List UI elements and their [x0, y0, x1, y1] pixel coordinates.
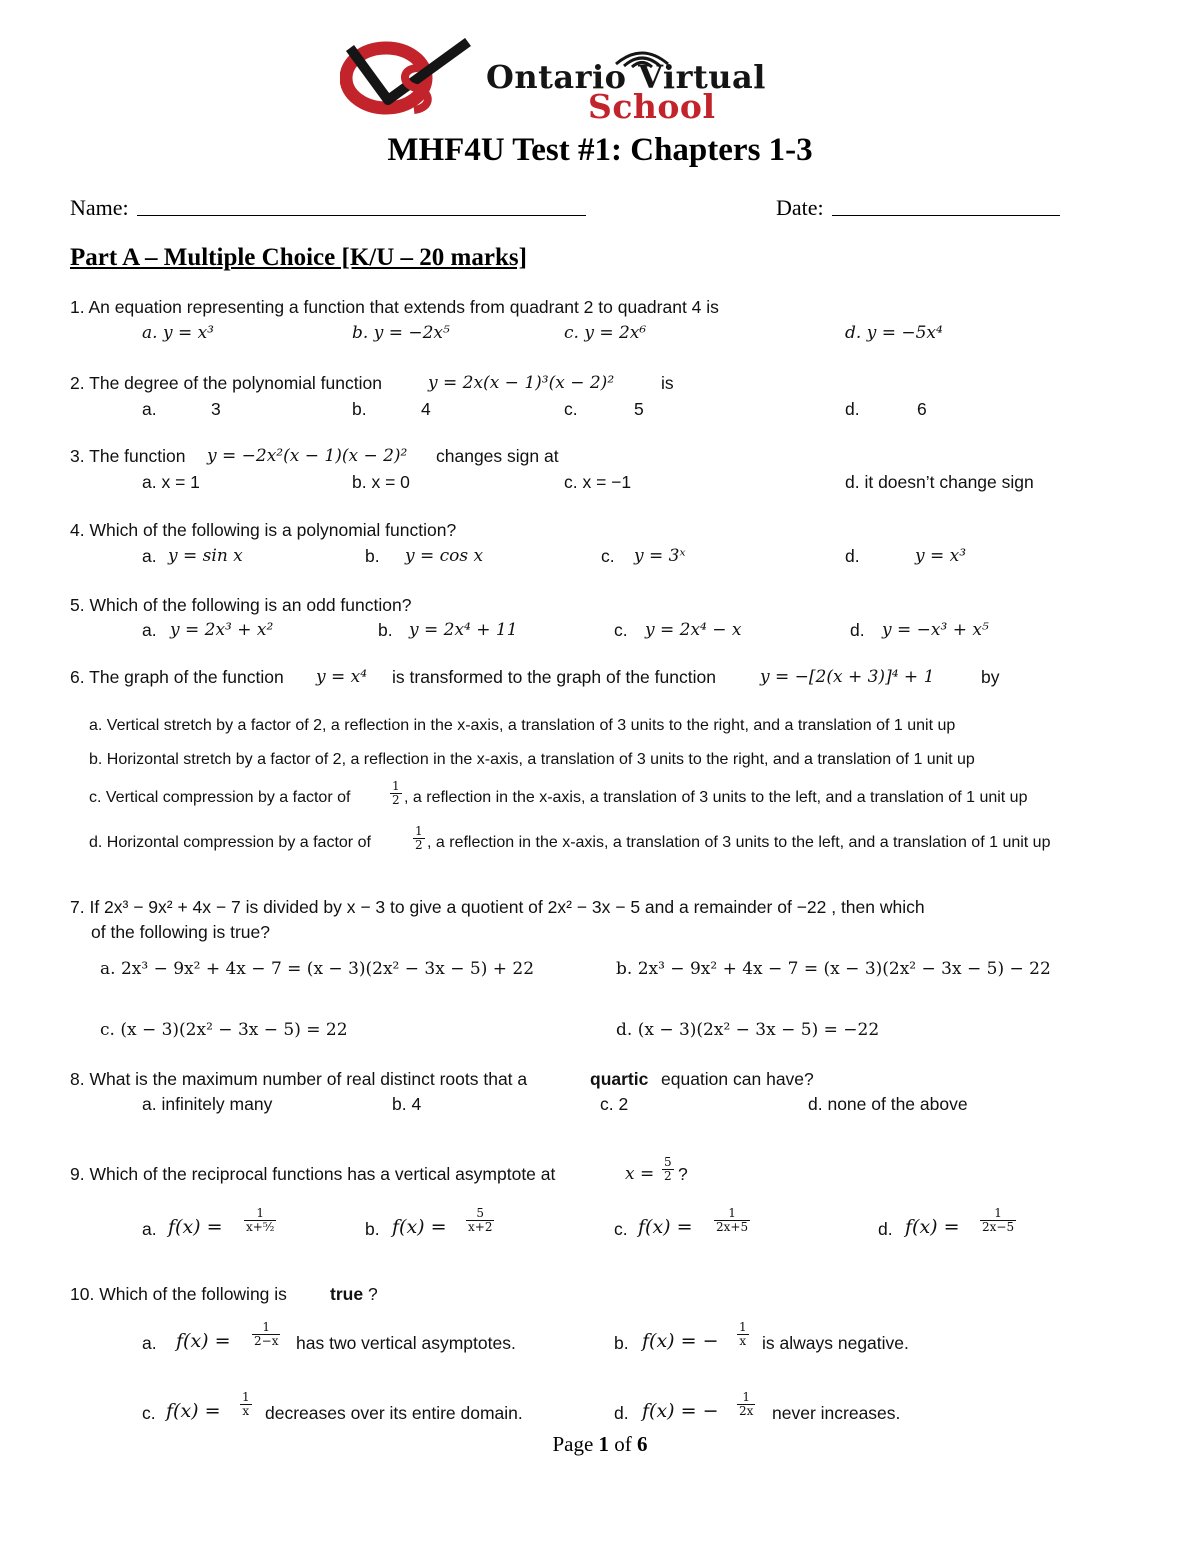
- q7-stem-line1: 7. If 2x³ − 9x² + 4x − 7 is divided by x − 3 to give a quotient of 2x² − 3x − 5 and a remainder of −22 , then which: [70, 897, 925, 917]
- q10-stem: 10. Which of the following is: [70, 1284, 287, 1304]
- q2-option-d-label: d.: [845, 399, 860, 419]
- q1-option-b[interactable]: b. y = −2x⁵: [352, 323, 450, 343]
- q9-stem-end: ?: [678, 1164, 688, 1184]
- date-field[interactable]: [832, 215, 1060, 216]
- q4-option-d[interactable]: y = x³: [915, 546, 967, 566]
- q3-stem-equation: y = −2x²(x − 1)(x − 2)²: [207, 446, 408, 466]
- q10-option-c-fraction: $\frac{1}{x}$: [242, 1390, 250, 1418]
- q7-option-b[interactable]: b. 2x³ − 9x² + 4x − 7 = (x − 3)(2x² − 3x − 5) − 22: [616, 959, 1051, 979]
- name-field[interactable]: [137, 215, 586, 216]
- q4-stem: 4. Which of the following is a polynomial function?: [70, 520, 457, 540]
- q4-option-b-label: b.: [365, 546, 380, 566]
- q7-stem-line2: of the following is true?: [91, 922, 270, 942]
- q5-option-b-label: b.: [378, 620, 393, 640]
- q9-stem-fraction: $\frac{5}{2}$: [664, 1155, 672, 1183]
- q6-stem-equation-2: y = −[2(x + 3)]⁴ + 1: [760, 667, 935, 687]
- q6-option-c-fraction: $\frac{1}{2}$: [392, 779, 400, 807]
- page-footer: [0, 1432, 1200, 1457]
- q4-option-c-label: c.: [601, 546, 615, 566]
- q5-option-d[interactable]: y = −x³ + x⁵: [882, 620, 989, 640]
- q1-option-d[interactable]: d. y = −5x⁴: [845, 323, 943, 343]
- q6-option-a[interactable]: a. Vertical stretch by a factor of 2, a reflection in the x-axis, a translation of 3 units to the right, and a translation of 1 unit up: [89, 717, 956, 734]
- q10-option-d[interactable]: f(x) = −: [642, 1400, 719, 1422]
- q2-stem-end: is: [661, 373, 674, 393]
- q8-option-d[interactable]: d. none of the above: [808, 1094, 968, 1114]
- q2-option-a-label: a.: [142, 399, 157, 419]
- school-logo: [340, 38, 870, 124]
- q6-option-c-rest: , a reflection in the x-axis, a translation of 3 units to the left, and a translation of 1 unit up: [404, 789, 1028, 806]
- q9-option-c-fraction: $\frac{1}{2x+5}$: [716, 1206, 749, 1234]
- footer-page-total: 6: [637, 1432, 648, 1456]
- q5-option-a-label: a.: [142, 620, 157, 640]
- q9-option-b-fraction: $\frac{5}{x+2}$: [468, 1206, 493, 1234]
- q3-option-c[interactable]: c. x = −1: [564, 472, 632, 492]
- footer-of-label: of: [614, 1432, 632, 1456]
- q10-option-c-label: c.: [142, 1403, 156, 1423]
- q3-option-b[interactable]: b. x = 0: [352, 472, 410, 492]
- q10-option-d-fraction: $\frac{1}{2x}$: [739, 1390, 754, 1418]
- q6-option-d[interactable]: d. Horizontal compression by a factor of: [89, 834, 371, 851]
- q2-option-a[interactable]: 3: [211, 399, 221, 419]
- q2-stem-equation: y = 2x(x − 1)³(x − 2)²: [428, 373, 615, 393]
- q6-option-b[interactable]: b. Horizontal stretch by a factor of 2, a reflection in the x-axis, a translation of 3 units to the right, and a translation of 1 unit up: [89, 751, 975, 768]
- q10-option-c[interactable]: f(x) =: [166, 1400, 221, 1422]
- page-title: MHF4U Test #1: Chapters 1-3: [387, 132, 813, 168]
- q10-option-a-label: a.: [142, 1333, 157, 1353]
- q9-option-c[interactable]: f(x) =: [638, 1216, 693, 1238]
- q4-option-a-label: a.: [142, 546, 157, 566]
- q7-option-d[interactable]: d. (x − 3)(2x² − 3x − 5) = −22: [616, 1020, 880, 1040]
- q9-option-b-label: b.: [365, 1219, 380, 1239]
- q5-option-b[interactable]: y = 2x⁴ + 11: [409, 620, 518, 640]
- q8-stem: 8. What is the maximum number of real distinct roots that a: [70, 1069, 528, 1089]
- q9-option-a-label: a.: [142, 1219, 157, 1239]
- q4-option-b[interactable]: y = cos x: [405, 546, 484, 566]
- footer-page-number: 1: [598, 1432, 610, 1456]
- q9-option-d[interactable]: f(x) =: [905, 1216, 960, 1238]
- logo-text-line1: Ontario Virtual: [486, 58, 766, 96]
- q9-stem-x: x =: [625, 1164, 655, 1184]
- q8-option-b[interactable]: b. 4: [392, 1094, 422, 1114]
- q4-option-d-label: d.: [845, 546, 860, 566]
- q5-stem: 5. Which of the following is an odd function?: [70, 595, 412, 615]
- q4-option-a[interactable]: y = sin x: [168, 546, 243, 566]
- q6-option-d-fraction: $\frac{1}{2}$: [415, 824, 423, 852]
- q2-option-b-label: b.: [352, 399, 367, 419]
- q2-stem: 2. The degree of the polynomial function: [70, 373, 382, 393]
- q9-option-c-label: c.: [614, 1219, 628, 1239]
- q3-stem: 3. The function: [70, 446, 186, 466]
- q9-option-d-label: d.: [878, 1219, 893, 1239]
- q10-stem-end: ?: [368, 1284, 378, 1304]
- q2-option-b[interactable]: 4: [421, 399, 431, 419]
- q9-stem: 9. Which of the reciprocal functions has a vertical asymptote at: [70, 1164, 556, 1184]
- q9-option-a[interactable]: f(x) =: [168, 1216, 223, 1238]
- date-label: Date:: [776, 195, 824, 220]
- q2-option-c-label: c.: [564, 399, 578, 419]
- q10-option-d-text: never increases.: [772, 1403, 901, 1423]
- q6-stem-end: by: [981, 667, 1000, 687]
- q6-option-c[interactable]: c. Vertical compression by a factor of: [89, 789, 351, 806]
- q10-option-b[interactable]: f(x) = −: [642, 1330, 719, 1352]
- q8-option-a[interactable]: a. infinitely many: [142, 1094, 273, 1114]
- q2-option-d[interactable]: 6: [917, 399, 927, 419]
- q9-option-d-fraction: $\frac{1}{2x-5}$: [982, 1206, 1015, 1234]
- q10-option-b-label: b.: [614, 1333, 629, 1353]
- q3-option-d[interactable]: d. it doesn’t change sign: [845, 472, 1034, 492]
- q10-option-b-text: is always negative.: [762, 1333, 909, 1353]
- q5-option-c[interactable]: y = 2x⁴ − x: [645, 620, 742, 640]
- q10-stem-bold: true: [330, 1284, 364, 1304]
- q5-option-d-label: d.: [850, 620, 865, 640]
- q10-option-d-label: d.: [614, 1403, 629, 1423]
- q10-option-a[interactable]: f(x) =: [176, 1330, 231, 1352]
- q1-stem: 1. An equation representing a function that extends from quadrant 2 to quadrant 4 is: [70, 297, 719, 317]
- q7-option-c[interactable]: c. (x − 3)(2x² − 3x − 5) = 22: [100, 1020, 348, 1040]
- q9-option-a-fraction: $\frac{1}{\text{x+⁵⁄₂}}$: [246, 1206, 275, 1234]
- q3-stem-end: changes sign at: [436, 446, 559, 466]
- q6-stem-equation-1: y = x⁴: [316, 667, 368, 687]
- q10-option-b-fraction: $\frac{1}{x}$: [739, 1320, 747, 1348]
- q6-stem-middle: is transformed to the graph of the function: [392, 667, 716, 687]
- q4-option-c[interactable]: y = 3ˣ: [634, 546, 686, 566]
- q8-option-c[interactable]: c. 2: [600, 1094, 629, 1114]
- q5-option-a[interactable]: y = 2x³ + x²: [170, 620, 274, 640]
- q5-option-c-label: c.: [614, 620, 628, 640]
- section-heading: Part A – Multiple Choice [K/U – 20 marks]: [70, 244, 527, 271]
- q2-option-c[interactable]: 5: [634, 399, 644, 419]
- q3-option-a[interactable]: a. x = 1: [142, 472, 200, 492]
- q9-option-b[interactable]: f(x) =: [392, 1216, 447, 1238]
- q7-option-a[interactable]: a. 2x³ − 9x² + 4x − 7 = (x − 3)(2x² − 3x − 5) + 22: [100, 959, 535, 979]
- q10-option-a-fraction: $\frac{1}{2-x}$: [254, 1320, 279, 1348]
- footer-page-label: Page: [552, 1432, 594, 1456]
- q10-option-c-text: decreases over its entire domain.: [265, 1403, 523, 1423]
- ovs-emblem-icon: [340, 38, 480, 124]
- q8-stem-end: equation can have?: [661, 1069, 814, 1089]
- q6-option-d-rest: , a reflection in the x-axis, a translation of 3 units to the left, and a translation of 1 unit up: [427, 834, 1051, 851]
- q10-option-a-text: has two vertical asymptotes.: [296, 1333, 516, 1353]
- logo-text-line2: School: [588, 87, 716, 126]
- name-label: Name:: [70, 195, 129, 220]
- q8-stem-bold: quartic: [590, 1069, 649, 1089]
- q1-option-c[interactable]: c. y = 2x⁶: [564, 323, 647, 343]
- q6-stem: 6. The graph of the function: [70, 667, 284, 687]
- q1-option-a[interactable]: a. y = x³: [142, 323, 215, 343]
